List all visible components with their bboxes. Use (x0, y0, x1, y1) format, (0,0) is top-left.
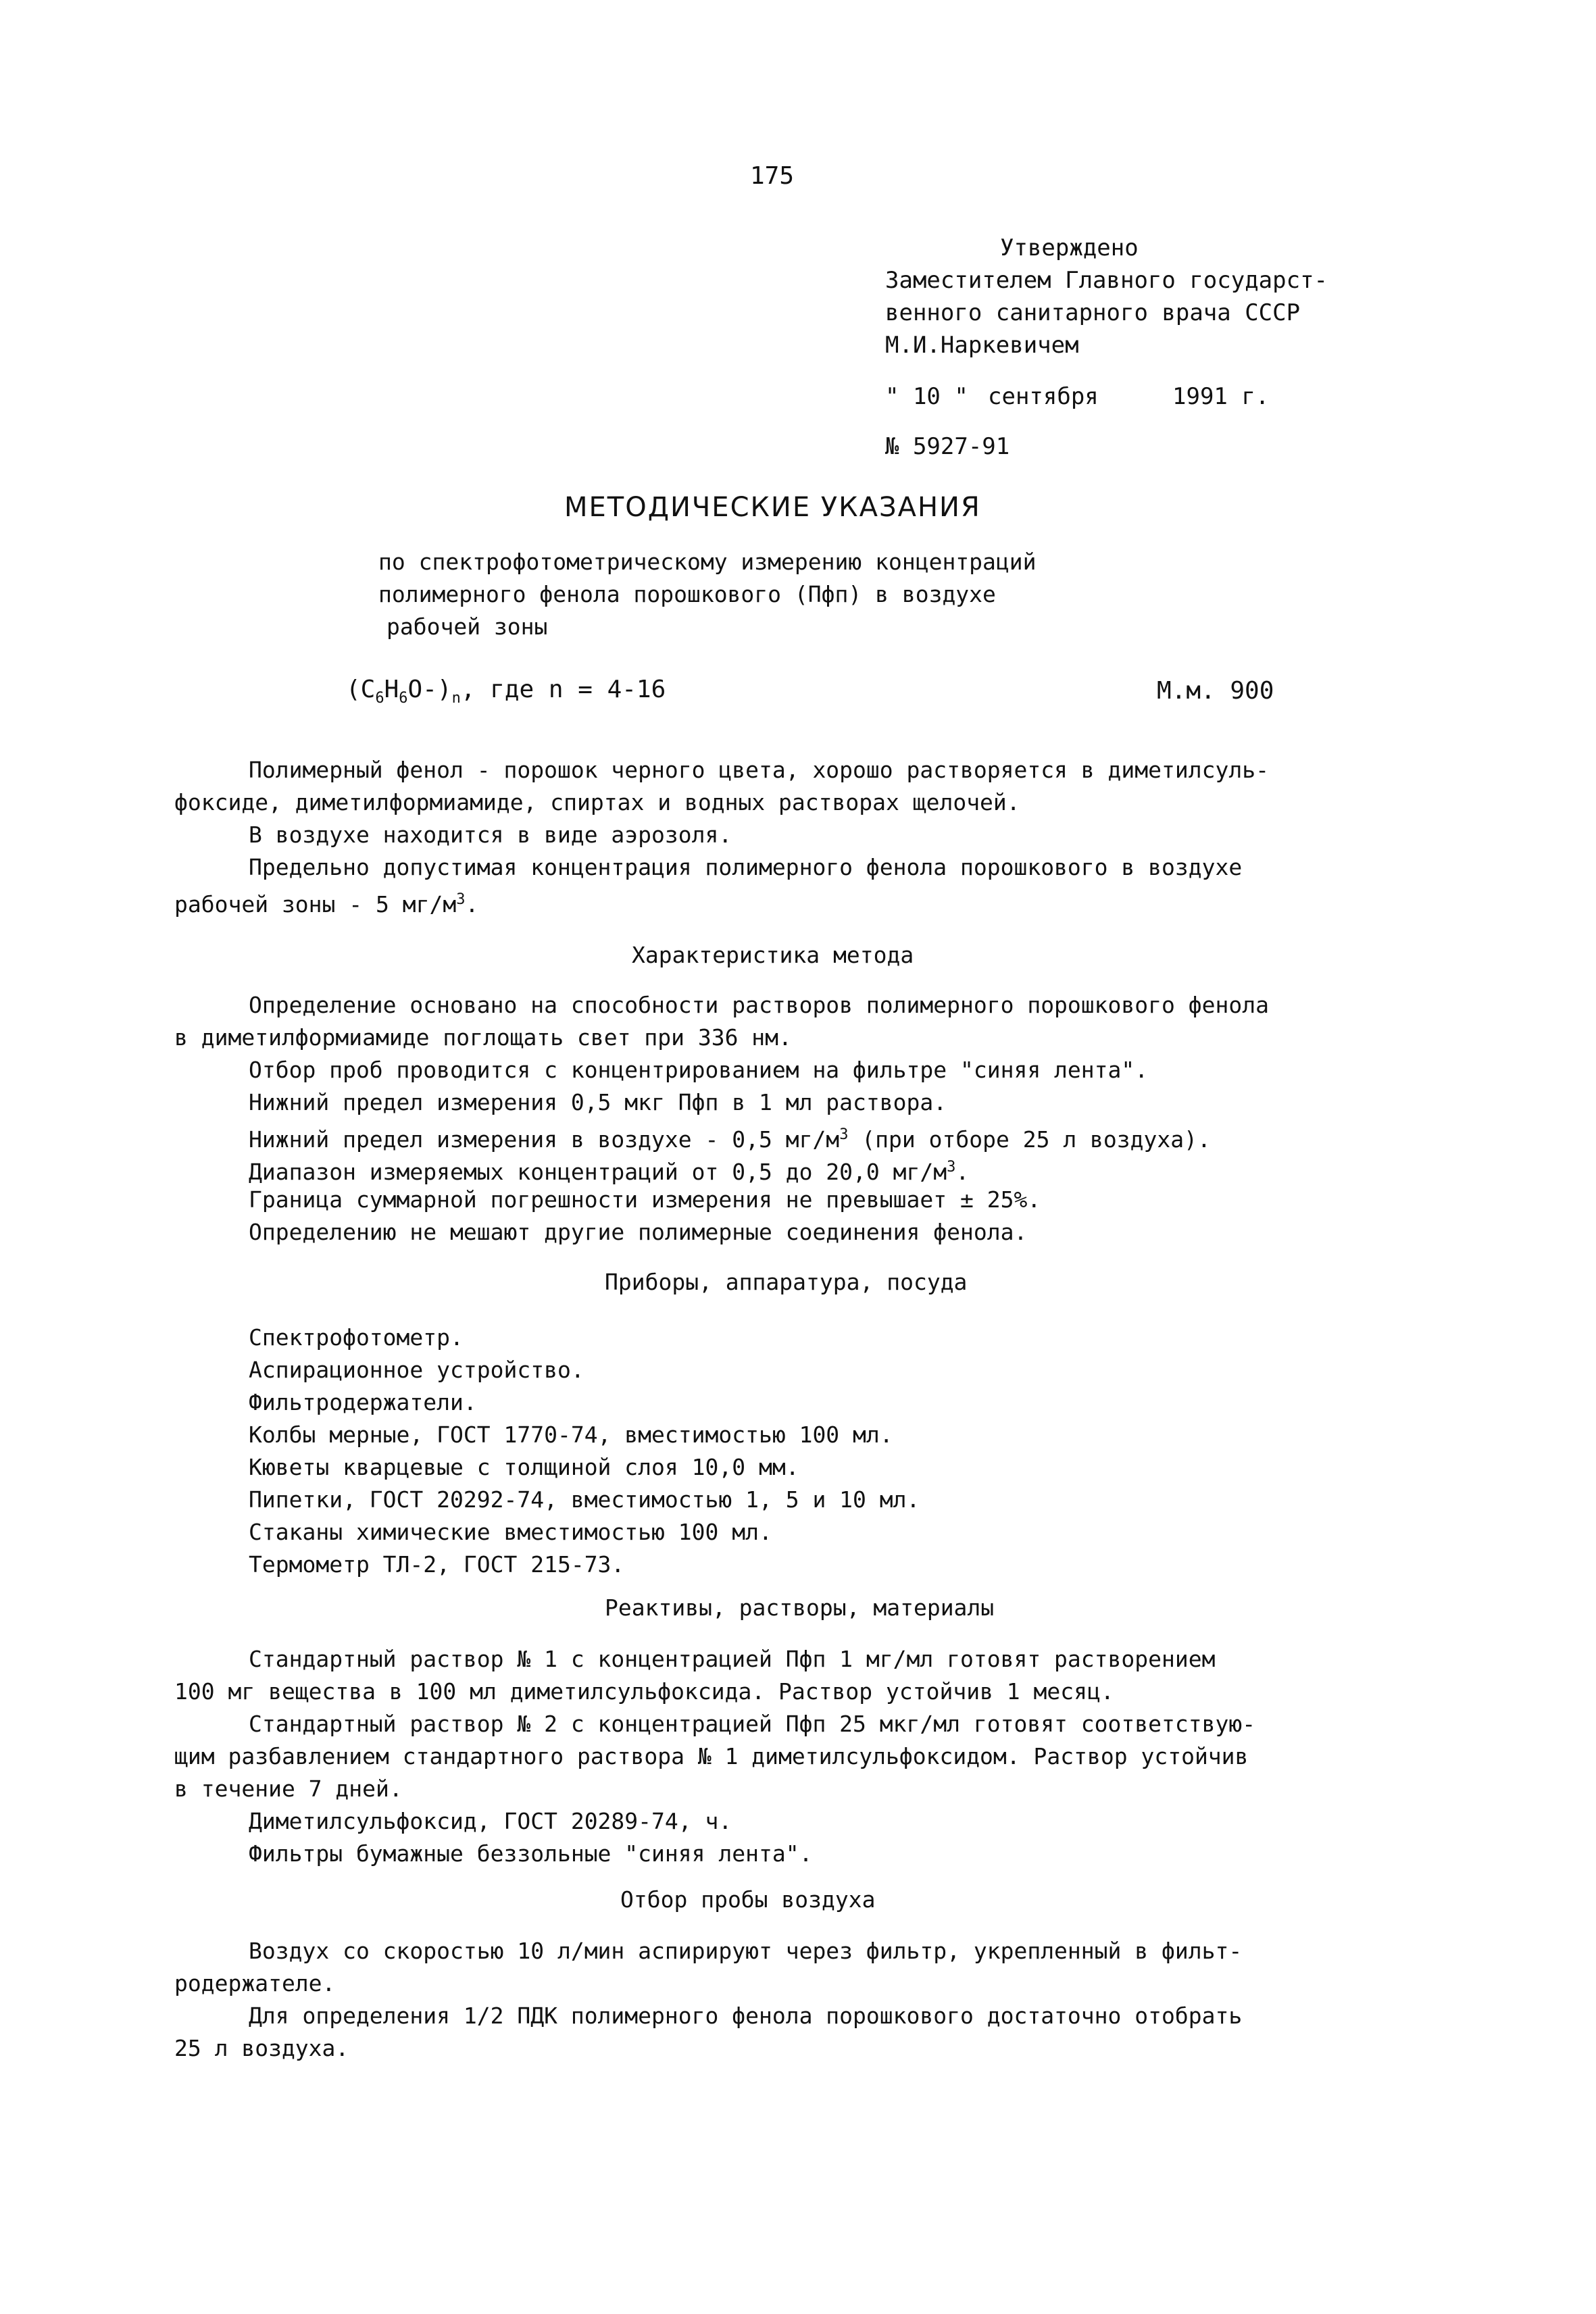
subtitle-line-3: рабочей зоны (386, 613, 548, 640)
chemical-formula (346, 676, 666, 707)
reagents-line-3: Стандартный раствор № 2 с концентрацией Пфп 25 мкг/мл готовят соответствую- (249, 1711, 1256, 1737)
approval-date-day: " 10 " (885, 383, 968, 410)
intro-p1-line-1: Полимерный фенол - порошок черного цвета, хорошо растворяется в диметилсуль- (249, 757, 1269, 783)
sampling-line-4: 25 л воздуха. (174, 2035, 349, 2061)
method-line-2: в диметилформиамиде поглощать свет при 336 нм. (174, 1024, 792, 1051)
reagents-line-1: Стандартный раствор № 1 с концентрацией Пфп 1 мг/мл готовят растворением (249, 1646, 1216, 1672)
equipment-item: Пипетки, ГОСТ 20292-74, вместимостью 1, 5 и 10 мл. (249, 1486, 920, 1513)
intro-p3-text: рабочей зоны - 5 мг/м (174, 891, 457, 917)
formula-rest: , где n = 4-16 (460, 676, 666, 703)
formula-sub-n: n (451, 690, 461, 707)
intro-p3-line-2 (174, 885, 478, 920)
method-line-8: Определению не мешают другие полимерные соединения фенола. (249, 1219, 1028, 1245)
method-line-6-text: Диапазон измеряемых концентраций от 0,5 до 20,0 мг/м (249, 1159, 947, 1185)
approval-line-4: М.И.Наркевичем (885, 332, 1079, 359)
method-line-5-text: Нижний предел измерения в воздухе - 0,5 мг/м (249, 1126, 840, 1153)
formula-sub-c: 6 (375, 690, 384, 707)
equipment-item: Термометр ТЛ-2, ГОСТ 215-73. (249, 1551, 625, 1578)
equipment-heading: Приборы, аппаратура, посуда (605, 1269, 968, 1295)
approval-line-2: Заместителем Главного государст- (885, 267, 1328, 294)
intro-p3-sup: 3 (456, 891, 466, 908)
sampling-line-2: родержателе. (174, 1970, 336, 1996)
intro-p3-line-1: Предельно допустимая концентрация полимерного фенола порошкового в воздухе (249, 854, 1243, 880)
sampling-line-3: Для определения 1/2 ПДК полимерного фенола порошкового достаточно отобрать (249, 2003, 1243, 2029)
subtitle-line-1: по спектрофотометрическому измерению концентраций (378, 549, 1037, 575)
reagents-line-7: Фильтры бумажные беззольные "синяя лента". (249, 1840, 813, 1867)
reagents-line-2: 100 мг вещества в 100 мл диметилсульфоксида. Раствор устойчив 1 месяц. (174, 1678, 1114, 1705)
approval-date-year: 1991 г. (1172, 383, 1270, 410)
method-line-6 (249, 1153, 969, 1187)
reagents-heading: Реактивы, растворы, материалы (605, 1594, 995, 1621)
equipment-item: Аспирационное устройство. (249, 1357, 584, 1383)
formula-h: H (384, 676, 399, 703)
molecular-mass: М.м. 900 (1157, 677, 1274, 705)
method-line-6-end: . (955, 1159, 970, 1185)
approval-date-month: сентября (988, 383, 1099, 410)
approval-number: № 5927-91 (885, 433, 1010, 460)
equipment-item: Кюветы кварцевые с толщиной слоя 10,0 мм. (249, 1454, 799, 1480)
sampling-line-1: Воздух со скоростью 10 л/мин аспирируют через фильтр, укрепленный в фильт- (249, 1938, 1243, 1964)
equipment-item: Колбы мерные, ГОСТ 1770-74, вместимостью 100 мл. (249, 1422, 893, 1448)
method-line-5 (249, 1120, 1211, 1155)
subtitle-line-2: полимерного фенола порошкового (Пфп) в воздухе (378, 581, 996, 607)
method-line-5-end: (при отборе 25 л воздуха). (848, 1126, 1211, 1153)
method-line-6-sup: 3 (947, 1159, 956, 1176)
equipment-item: Спектрофотометр. (249, 1324, 464, 1351)
equipment-item: Стаканы химические вместимостью 100 мл. (249, 1519, 772, 1545)
page-number: 175 (750, 162, 795, 190)
method-line-4: Нижний предел измерения 0,5 мкг Пфп в 1 мл раствора. (249, 1089, 947, 1115)
approval-line-3: венного санитарного врача СССР (885, 299, 1301, 326)
equipment-item: Фильтродержатели. (249, 1389, 477, 1415)
reagents-line-5: в течение 7 дней. (174, 1776, 403, 1802)
formula-sub-h: 6 (399, 690, 408, 707)
method-line-7: Граница суммарной погрешности измерения не превышает ± 25%. (249, 1186, 1041, 1213)
method-line-3: Отбор проб проводится с концентрированием на фильтре "синяя лента". (249, 1057, 1149, 1083)
document-title: МЕТОДИЧЕСКИЕ УКАЗАНИЯ (564, 492, 981, 523)
formula-tail: O-) (407, 676, 452, 703)
intro-p3-end: . (465, 891, 479, 917)
reagents-line-4: щим разбавлением стандартного раствора № 1 диметилсульфоксидом. Раствор устойчив (174, 1743, 1249, 1769)
approval-line-1: Утверждено (1000, 234, 1139, 261)
formula-open: (C (346, 676, 376, 703)
method-heading: Характеристика метода (632, 942, 914, 968)
intro-p1-line-2: фоксиде, диметилформиамиде, спиртах и водных растворах щелочей. (174, 789, 1020, 815)
reagents-line-6: Диметилсульфоксид, ГОСТ 20289-74, ч. (249, 1808, 732, 1834)
intro-p2: В воздухе находится в виде аэрозоля. (249, 822, 732, 848)
sampling-heading: Отбор пробы воздуха (620, 1886, 876, 1913)
method-line-5-sup: 3 (839, 1126, 849, 1143)
method-line-1: Определение основано на способности растворов полимерного порошкового фенола (249, 992, 1269, 1018)
